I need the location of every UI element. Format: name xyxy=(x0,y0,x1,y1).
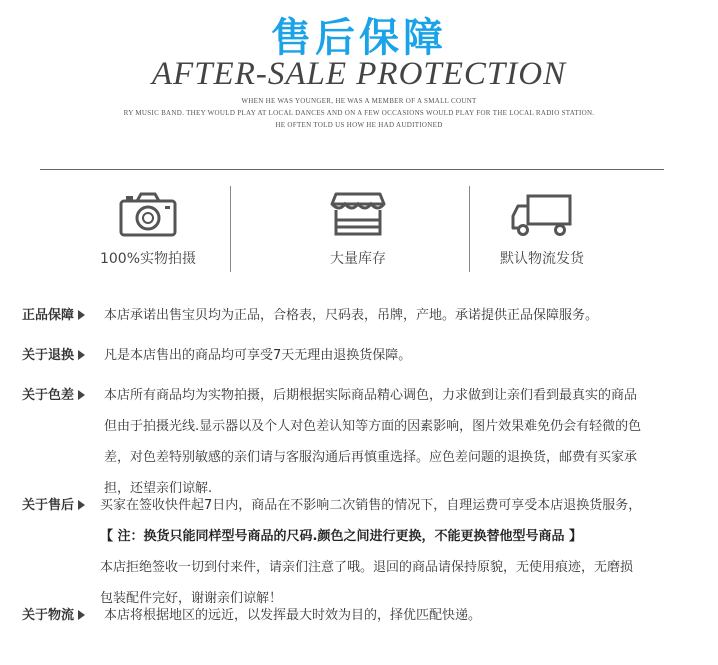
section-text: 买家在签收快件起7日内，商品在不影响二次销售的情况下，自理运费可享受本店退换货服务， 【 注：换货只能同样型号商品的尺码.颜色之间进行更换，不能更换替他型号商品 】 本店拒绝签收一切到付来件，请亲们注意了哦。退回的商品请保持原貌，无使用痕迹，无磨损 包装配件完好，谢谢亲们谅解！ xyxy=(100,490,692,614)
section-label: 关于售后 xyxy=(22,490,85,521)
section-return xyxy=(22,340,692,371)
section-text: 本店承诺出售宝贝均为正品，合格表，尺码表，吊牌，产地。承诺提供正品保障服务。 xyxy=(104,308,599,323)
feature-label: 100%实物拍摄 xyxy=(99,251,197,267)
arrow-right-icon xyxy=(78,350,85,360)
arrow-right-icon xyxy=(78,610,85,620)
section-label: 关于色差 xyxy=(22,380,85,411)
section-genuine xyxy=(22,300,692,331)
arrow-right-icon xyxy=(78,310,85,320)
section-color-difference xyxy=(22,380,692,504)
section-text: 凡是本店售出的商品均可享受7天无理由退换货保障。 xyxy=(104,348,412,363)
feature-logistics xyxy=(452,190,632,268)
store-icon xyxy=(330,190,386,238)
decorative-text-line-1: WHEN HE WAS YOUNGER, HE WAS A MEMBER OF A SMALL COUNT xyxy=(241,97,477,105)
feature-label: 大量库存 xyxy=(330,251,386,267)
arrow-right-icon xyxy=(78,500,85,510)
section-logistics xyxy=(22,600,692,631)
section-label: 关于物流 xyxy=(22,600,85,631)
camera-icon xyxy=(118,190,178,238)
section-text: 本店所有商品均为实物拍摄，后期根据实际商品精心调色，力求做到让亲们看到最真实的商品 但由于拍摄光线.显示器以及个人对色差认知等方面的因素影响，图片效果难免仍会有轻微的色 差，对色差特别敏感的亲们请与客服沟通后再慎重选择。应色差问题的退换货，邮费有买家承 担，还望亲们谅解. xyxy=(104,388,642,496)
section-label: 关于退换 xyxy=(22,340,85,371)
section-text: 本店将根据地区的远近，以发挥最大时效为目的，择优匹配快递。 xyxy=(104,608,482,623)
arrow-right-icon xyxy=(78,390,85,400)
feature-stock xyxy=(268,190,448,268)
section-label: 正品保障 xyxy=(22,300,85,331)
divider xyxy=(40,169,664,170)
separator xyxy=(230,186,231,272)
decorative-text-line-2: RY MUSIC BAND. THEY WOULD PLAY AT LOCAL DANCES AND ON A FEW OCCASIONS WOULD PLAY FOR THE LOCAL RADIO STATION. xyxy=(123,109,595,117)
page-title: 售后保障 xyxy=(271,15,447,61)
feature-real-photo xyxy=(58,190,238,268)
feature-label: 默认物流发货 xyxy=(500,251,584,267)
page-subtitle-en: AFTER-SALE PROTECTION xyxy=(151,56,567,92)
section-after-sale xyxy=(22,490,692,614)
exchange-note: 【 注：换货只能同样型号商品的尺码.颜色之间进行更换，不能更换替他型号商品 】 xyxy=(100,529,582,544)
truck-icon xyxy=(510,190,574,238)
decorative-text-line-3: HE OFTEN TOLD US HOW HE HAD AUDITIONED xyxy=(275,121,443,129)
